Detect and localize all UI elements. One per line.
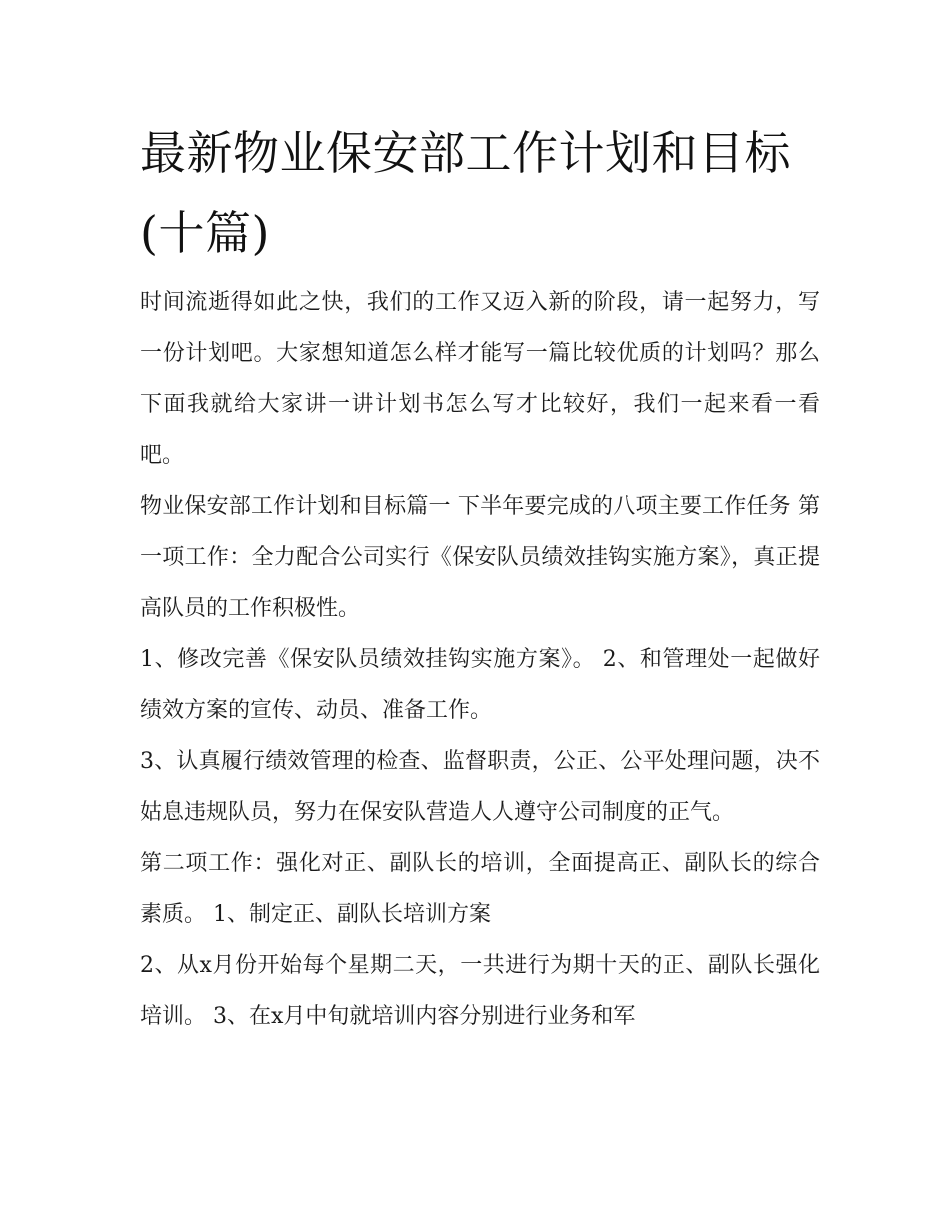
paragraph-item-1-2: 1、修改完善《保安队员绩效挂钩实施方案》。 2、和管理处一起做好绩效方案的宣传、动员、准备工作。: [140, 647, 820, 723]
document-title: 最新物业保安部工作计划和目标(十篇): [140, 126, 791, 260]
paragraph-item-3: 3、认真履行绩效管理的检查、监督职责，公正、公平处理问题，决不姑息违规队员，努力在保安队营造人人遵守公司制度的正气。: [140, 749, 820, 825]
paragraph-section-one: 物业保安部工作计划和目标篇一 下半年要完成的八项主要工作任务 第一项工作：全力配合公司实行《保安队员绩效挂钩实施方案》，真正提高队员的工作积极性。: [140, 494, 820, 621]
paragraph-task-two: 第二项工作：强化对正、副队长的培训，全面提高正、副队长的综合素质。 1、制定正、副队长培训方案: [140, 851, 820, 927]
document-body: [140, 277, 820, 1042]
paragraph-item-2-3: 2、从x月份开始每个星期二天，一共进行为期十天的正、副队长强化培训。 3、在x月中旬就培训内容分别进行业务和军: [140, 953, 820, 1029]
paragraph-intro: 时间流逝得如此之快，我们的工作又迈入新的阶段，请一起努力，写一份计划吧。大家想知道怎么样才能写一篇比较优质的计划吗？那么下面我就给大家讲一讲计划书怎么写才比较好，我们一起来看一看吧。: [140, 290, 820, 468]
